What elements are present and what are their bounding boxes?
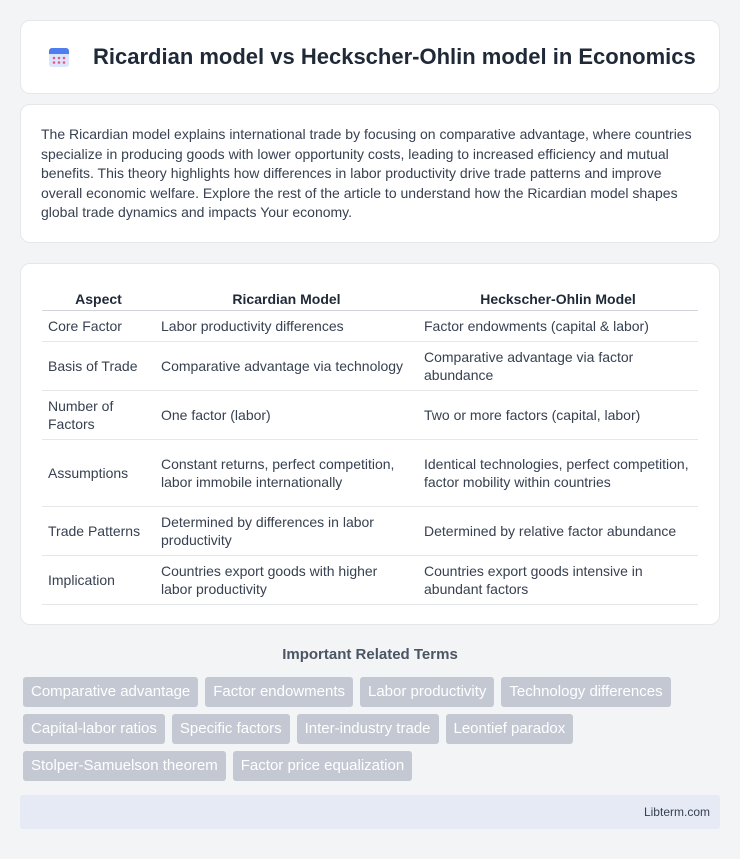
table-cell-aspect: Assumptions	[42, 439, 155, 506]
related-term-tag[interactable]: Comparative advantage	[23, 677, 198, 707]
comparison-table-card	[20, 263, 720, 625]
table-row	[42, 341, 698, 390]
column-header-aspect: Aspect	[42, 284, 155, 310]
table-row	[42, 310, 698, 341]
table-cell-ricardian: Countries export goods with higher labor productivity	[155, 555, 418, 604]
table-cell-heckscher-ohlin: Countries export goods intensive in abundant factors	[418, 555, 698, 604]
table-cell-aspect: Basis of Trade	[42, 341, 155, 390]
table-cell-aspect: Core Factor	[42, 310, 155, 341]
calendar-icon	[47, 45, 71, 69]
column-header-heckscher-ohlin: Heckscher-Ohlin Model	[418, 284, 698, 310]
table-cell-ricardian: Determined by differences in labor productivity	[155, 506, 418, 555]
table-cell-aspect: Trade Patterns	[42, 506, 155, 555]
table-cell-heckscher-ohlin: Identical technologies, perfect competition, factor mobility within countries	[418, 439, 698, 506]
table-cell-ricardian: Comparative advantage via technology	[155, 341, 418, 390]
related-term-tag[interactable]: Capital-labor ratios	[23, 714, 165, 744]
related-term-tag[interactable]: Specific factors	[172, 714, 290, 744]
table-header-row	[42, 284, 698, 310]
related-term-tag[interactable]: Labor productivity	[360, 677, 494, 707]
related-term-tag[interactable]: Inter-industry trade	[297, 714, 439, 744]
comparison-table	[42, 284, 698, 605]
related-term-tag[interactable]: Stolper-Samuelson theorem	[23, 751, 226, 781]
table-row	[42, 555, 698, 604]
page-title: Ricardian model vs Heckscher-Ohlin model in Economics	[93, 44, 696, 69]
table-cell-heckscher-ohlin: Comparative advantage via factor abundance	[418, 341, 698, 390]
related-terms-title: Important Related Terms	[282, 646, 458, 663]
related-term-tag[interactable]: Factor endowments	[205, 677, 353, 707]
table-cell-ricardian: Constant returns, perfect competition, labor immobile internationally	[155, 439, 418, 506]
table-cell-heckscher-ohlin: Determined by relative factor abundance	[418, 506, 698, 555]
related-terms-list	[23, 677, 723, 781]
related-term-tag[interactable]: Factor price equalization	[233, 751, 412, 781]
table-cell-ricardian: One factor (labor)	[155, 390, 418, 439]
table-cell-heckscher-ohlin: Factor endowments (capital & labor)	[418, 310, 698, 341]
table-cell-ricardian: Labor productivity differences	[155, 310, 418, 341]
header-card	[20, 20, 720, 94]
table-row	[42, 439, 698, 506]
footer-brand-link[interactable]: Libterm.com	[643, 805, 710, 819]
table-cell-heckscher-ohlin: Two or more factors (capital, labor)	[418, 390, 698, 439]
footer	[20, 795, 720, 829]
table-row	[42, 506, 698, 555]
related-term-tag[interactable]: Technology differences	[501, 677, 670, 707]
table-cell-aspect: Number of Factors	[42, 390, 155, 439]
related-term-tag[interactable]: Leontief paradox	[446, 714, 574, 744]
intro-card	[20, 104, 720, 243]
table-cell-aspect: Implication	[42, 555, 155, 604]
intro-paragraph: The Ricardian model explains international trade by focusing on comparative advantage, where countries specialize in producing goods with lower opportunity costs, leading to increased efficiency and mutual benefits. This theory highlights how differences in labor productivity drive trade patterns and improve overall economic welfare. Explore the rest of the article to understand how the Ricardian model shapes global trade dynamics and impacts Your economy.	[41, 126, 692, 221]
column-header-ricardian: Ricardian Model	[155, 284, 418, 310]
table-row	[42, 390, 698, 439]
